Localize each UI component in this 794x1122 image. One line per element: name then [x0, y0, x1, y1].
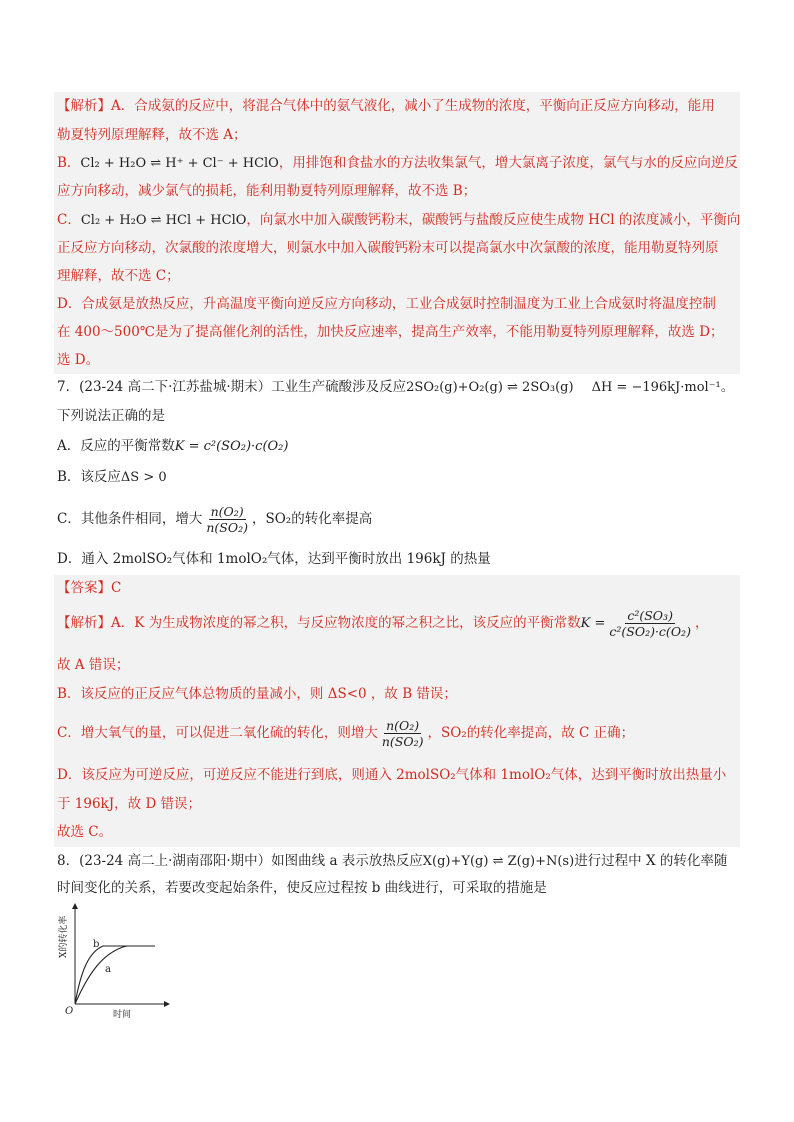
answer-q7: 【答案】C [57, 580, 122, 596]
fraction-numerator: n(O₂) [210, 504, 244, 519]
analysis-q6-c-line3: 理解释，故不选 C； [57, 268, 180, 284]
analysis-text: C．增大氧气的量，可以促进二氧化硫的转化，则增大 [57, 725, 378, 741]
entropy-expression: ΔS > 0 [120, 470, 167, 485]
analysis-q7-d-line1: D．该反应为可逆反应，可逆反应不能进行到底，则通入 2molSO₂气体和 1molO₂气体，达到平衡时放出热量小 [57, 767, 727, 783]
ratio-fraction [380, 718, 426, 749]
fraction-numerator: n(O₂) [386, 718, 420, 733]
analysis-text: ，用排饱和食盐水的方法收集氯气，增大氯离子浓度，氯气与水的反应向逆反 [278, 155, 738, 171]
punctuation: ， [694, 615, 709, 631]
analysis-q7-d-line2: 于 196kJ，故 D 错误； [57, 796, 202, 812]
enthalpy-value: ΔH = −196kJ·mol⁻¹ [591, 380, 721, 395]
equation-cl2-h2o-hcl: Cl₂ + H₂O ⇌ HCl + HClO [80, 213, 247, 228]
question-8-stem-line2: 时间变化的关系，若要改变起始条件，使反应过程按 b 曲线进行，可采取的措施是 [57, 880, 547, 896]
analysis-q7-conclusion: 故选 C。 [57, 824, 113, 840]
option-text: ，SO₂的转化率提高 [251, 511, 373, 527]
question-7-option-c [57, 503, 372, 535]
origin-label: O [65, 1006, 74, 1017]
fraction-denominator: n(SO₂) [381, 734, 424, 749]
option-text: C．其他条件相同，增大 [57, 511, 203, 527]
ratio-fraction [204, 504, 250, 535]
option-text: A．反应的平衡常数 [57, 438, 175, 454]
constant-symbol: K = [580, 616, 606, 631]
equation-x-y-z-n: X(g)+Y(g) ⇌ Z(g)+N(s) [422, 854, 575, 869]
analysis-q6-b-line1 [57, 153, 738, 174]
question-7-option-a [57, 436, 288, 457]
option-label: C． [57, 212, 81, 228]
question-7-stem-line2: 下列说法正确的是 [57, 408, 165, 424]
curve-b [75, 946, 155, 1004]
option-label: B． [57, 155, 81, 171]
question-text: 进行过程中 X 的转化率随 [574, 853, 728, 869]
analysis-text: ，SO₂的转化率提高，故 C 正确； [427, 725, 635, 741]
punctuation: 。 [720, 379, 735, 395]
curve-a [75, 946, 127, 1004]
y-axis-label: X的转化率 [59, 915, 69, 958]
curve-a-label: a [105, 964, 111, 975]
analysis-q6-a-line1: 【解析】A．合成氨的反应中，将混合气体中的氨气液化，减小了生成物的浓度，平衡向正反应方向移动，能用 [57, 98, 715, 114]
question-text: 7．(23-24 高二下·江苏盐城·期末）工业生产硫酸涉及反应 [57, 379, 407, 395]
analysis-text: ，向氯水中加入碳酸钙粉末，碳酸钙与盐酸反应使生成物 HCl 的浓度减小，平衡向 [246, 212, 741, 228]
analysis-q6-conclusion: 选 D。 [57, 352, 100, 368]
option-text: B．该反应 [57, 469, 121, 485]
curve-b-label: b [93, 939, 100, 950]
equilibrium-constant-expression: K = c²(SO₂)·c(O₂) [174, 439, 289, 454]
equilibrium-constant-fraction [607, 608, 693, 639]
fraction-numerator: c²(SO₃) [627, 608, 673, 623]
conversion-time-figure [55, 900, 170, 1025]
question-text: 8．(23-24 高二上·湖南邵阳·期中）如图曲线 a 表示放热反应 [57, 853, 423, 869]
x-axis-label: 时间 [113, 1010, 132, 1020]
question-7-stem-line1 [57, 377, 734, 398]
analysis-q6-c-line1 [57, 210, 740, 231]
question-8-stem-line1 [57, 851, 727, 872]
fraction-denominator: c²(SO₂)·c(O₂) [609, 624, 691, 639]
fraction-denominator: n(SO₂) [206, 520, 248, 535]
analysis-q6-c-line2: 正反应方向移动，次氯酸的浓度增大，则氯水中加入碳酸钙粉末可以提高氯水中次氯酸的浓度，能用勒夏特列原 [57, 240, 719, 256]
analysis-text: 【解析】A．K 为生成物浓度的幂之积，与反应物浓度的幂之积之比，该反应的平衡常数 [57, 615, 581, 631]
equation-cl2-h2o-ions: Cl₂ + H₂O ⇌ H⁺ + Cl⁻ + HClO [80, 156, 279, 171]
question-7-option-d: D．通入 2molSO₂气体和 1molO₂气体，达到平衡时放出 196kJ 的热量 [57, 551, 491, 567]
question-7-option-b [57, 467, 167, 488]
analysis-q7-c [57, 717, 634, 749]
analysis-q7-a-line1 [57, 607, 708, 640]
analysis-q6-d-line2: 在 400～500℃是为了提高催化剂的活性，加快反应速率，提高生产效率，不能用勒夏特列原理解释，故选 D； [57, 324, 724, 340]
analysis-q6-d-line1: D．合成氨是放热反应，升高温度平衡向逆反应方向移动，工业合成氨时控制温度为工业上合成氨时将温度控制 [57, 296, 716, 312]
analysis-q6-a-line2: 勒夏特列原理解释，故不选 A； [57, 127, 247, 143]
equation-so2-o2: 2SO₂(g)+O₂(g) ⇌ 2SO₃(g) [406, 380, 574, 395]
analysis-q6-b-line2: 应方向移动，减少氯气的损耗，能利用勒夏特列原理解释，故不选 B； [57, 183, 477, 199]
analysis-q7-b: B．该反应的正反应气体总物质的量减小，则 ΔS<0 ，故 B 错误； [57, 686, 457, 702]
analysis-q7-a-line2: 故 A 错误； [57, 657, 130, 673]
